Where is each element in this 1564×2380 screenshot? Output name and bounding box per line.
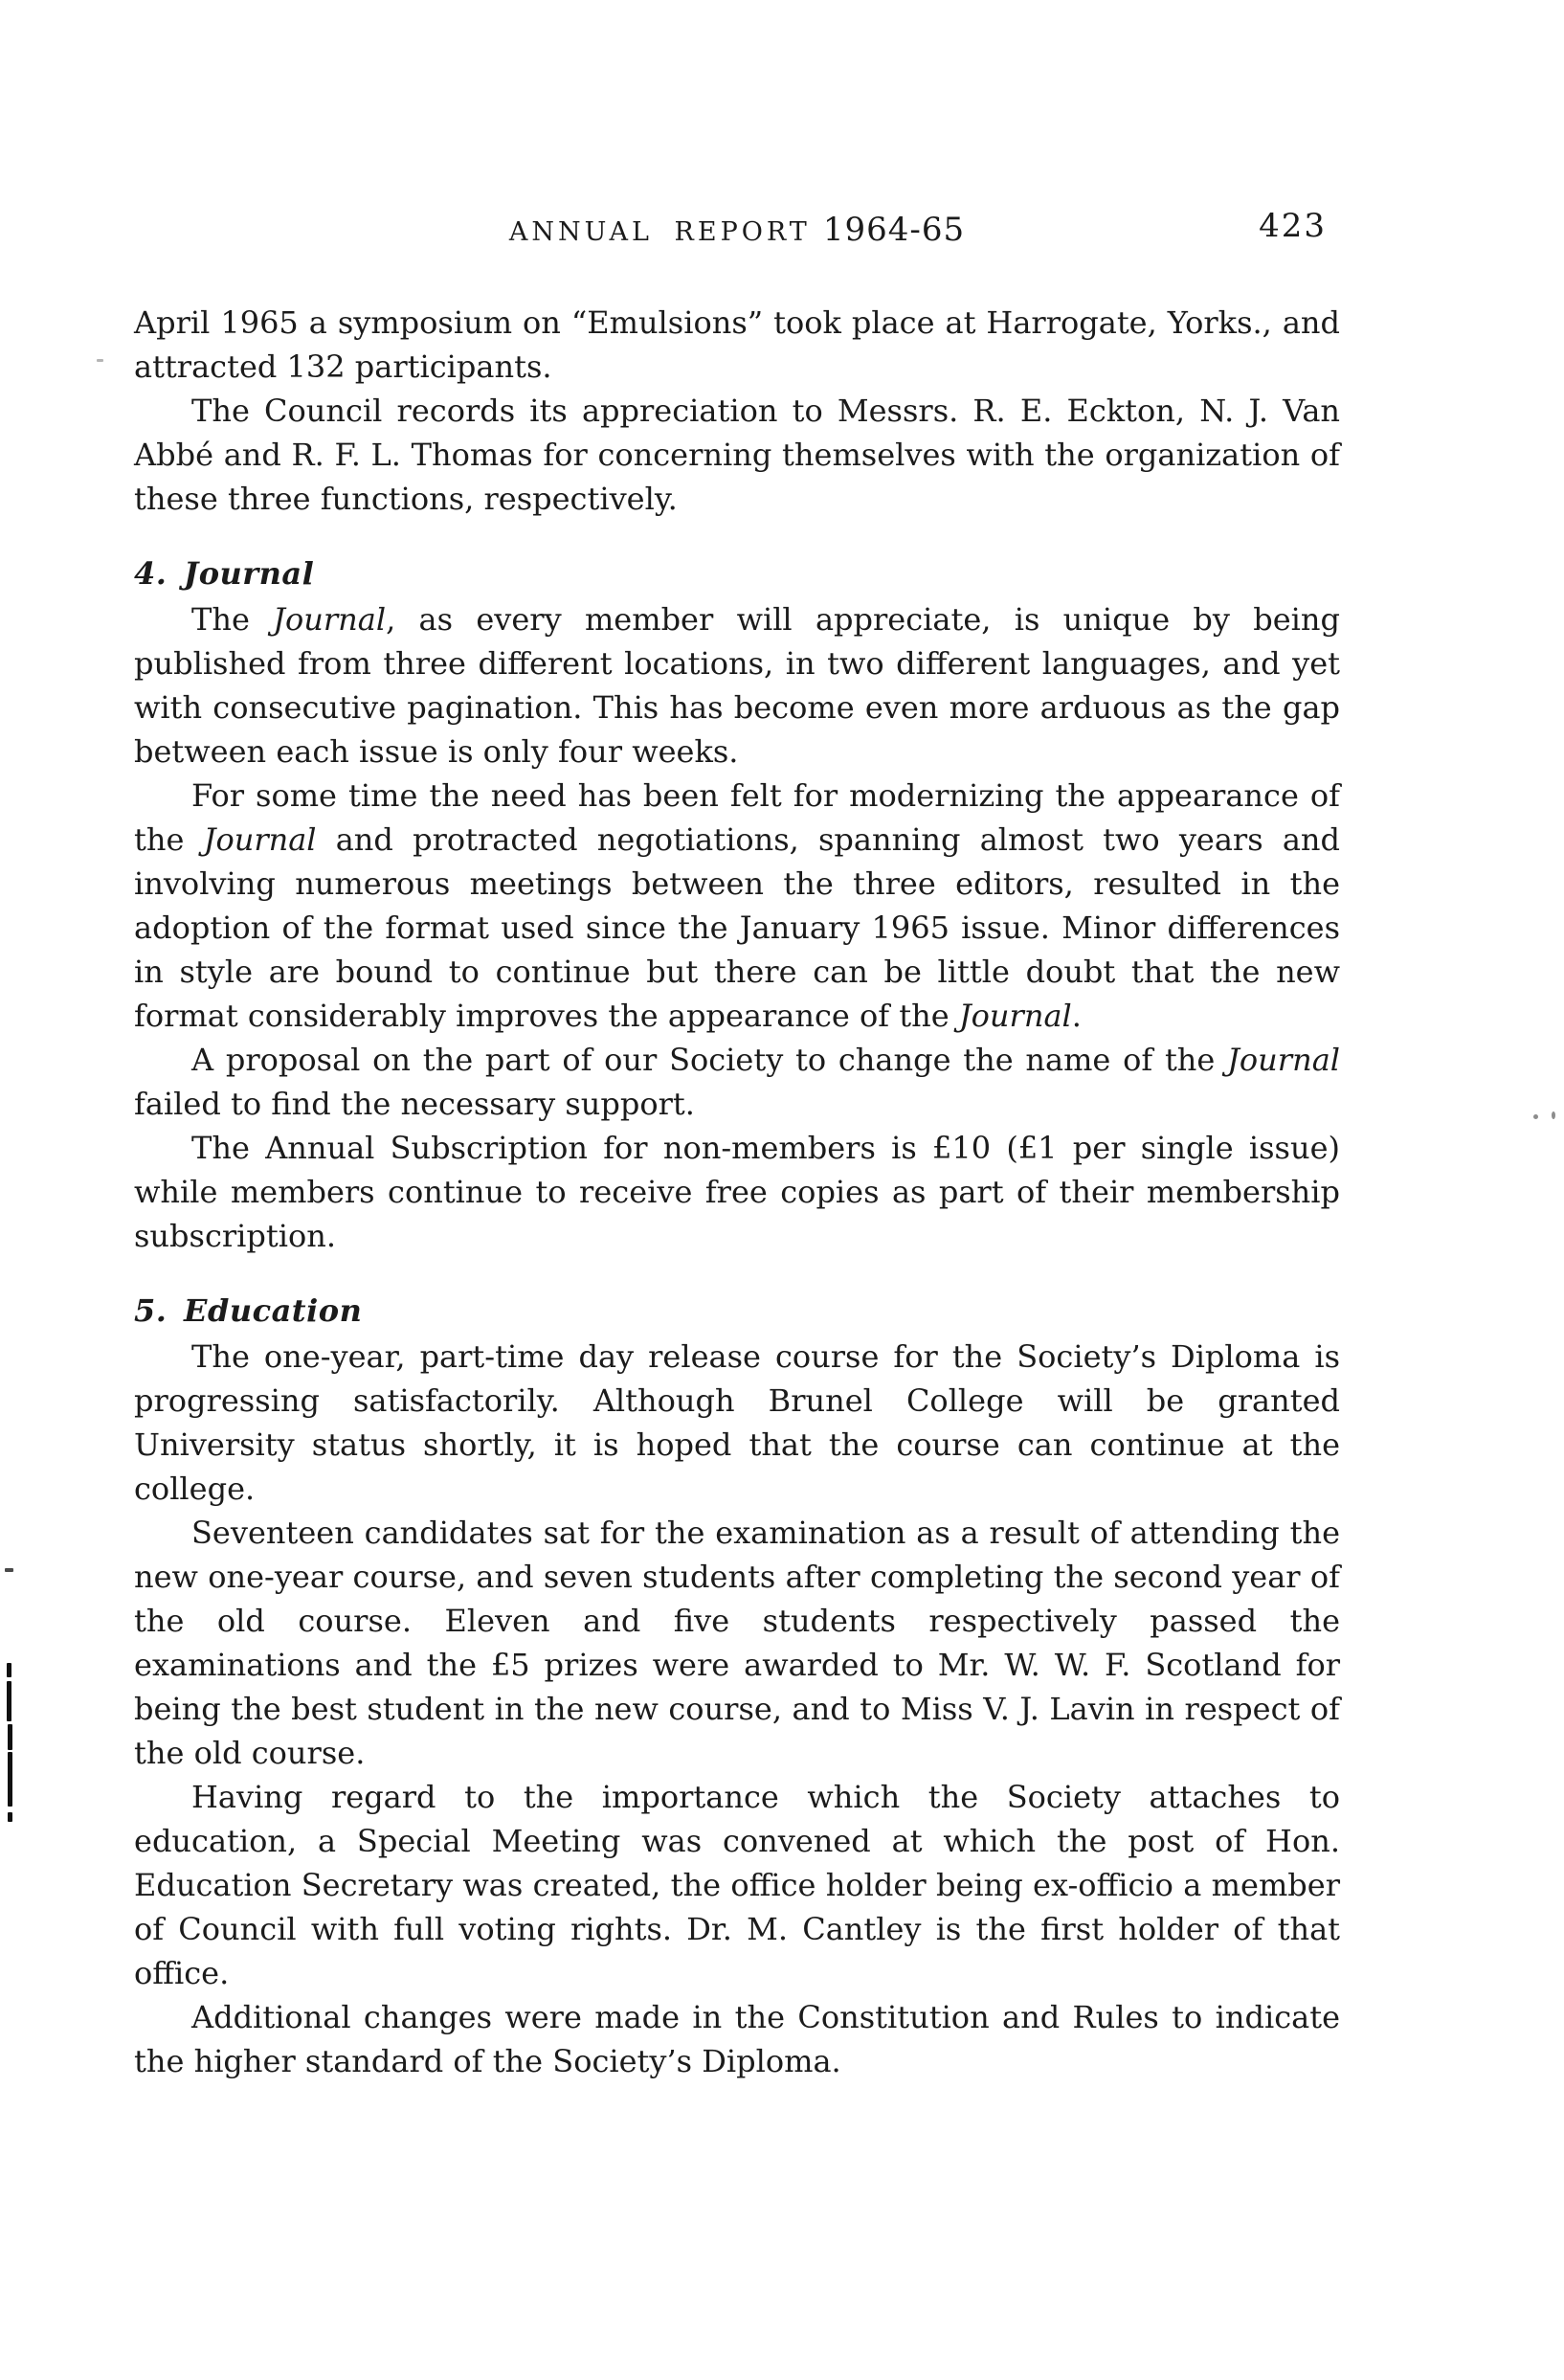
running-title <box>134 211 1340 249</box>
paragraph-text: Having regard to the importance which the Society attaches to education, a Special Meeting was convened at which the post of Hon. Education Secretary was created, the office holder being ex-officio a member of Council with full voting rights. Dr. M. Cantley is the first holder of that office. <box>134 1779 1340 1991</box>
ink-mark <box>8 1812 12 1822</box>
paragraph-subscription <box>134 1126 1340 1258</box>
paragraph-text: The one-year, part-time day release course for the Society’s Diploma is progressing satisfactorily. Although Brunel College will be granted University status shortly, it is hoped that the course can continue at the college. <box>134 1338 1340 1507</box>
paragraph-text: A proposal on the part of our Society to change the name of the <box>191 1042 1228 1078</box>
page-body <box>134 301 1340 2083</box>
ink-mark <box>8 1752 12 1807</box>
paragraph-symposium <box>134 301 1340 389</box>
paragraph-council-appreciation <box>134 389 1340 521</box>
page-header <box>134 207 1340 253</box>
paragraph-text: The Annual Subscription for non-members is £10 (£1 per single issue) while members continue to receive free copies as part of their membership subscription. <box>134 1130 1340 1254</box>
paragraph-diploma-course <box>134 1335 1340 1511</box>
ink-mark <box>7 1681 11 1721</box>
paragraph-journal-name-proposal <box>134 1038 1340 1126</box>
paragraph-journal-format <box>134 774 1340 1038</box>
report-years: 1964-65 <box>822 211 966 249</box>
intro-line-speck <box>97 359 103 362</box>
journal-italic: Journal <box>273 601 387 638</box>
section-heading-journal: 4. Journal <box>134 555 315 592</box>
paragraph-text: . <box>1071 998 1082 1034</box>
paragraph-text: Additional changes were made in the Constitution and Rules to indicate the higher standard of the Society’s Diploma. <box>134 1999 1340 2079</box>
paragraph-text: The Council records its appreciation to Messrs. R. E. Eckton, N. J. Van Abbé and R. F. L. Thomas for concerning themselves with the organization of these three functions, respectively. <box>134 393 1340 517</box>
paragraph-text: failed to find the necessary support. <box>134 1086 695 1122</box>
journal-italic: Journal <box>958 998 1072 1034</box>
paragraph-text: and protracted negotiations, spanning almost two years and involving numerous meetings between the three editors, resulted in the adoption of the format used since the January 1965 issue. Minor differences in style are bound to continue but there can be little doubt that the new format considerably improves the appearance of the <box>134 821 1341 1034</box>
paragraph-constitution-changes <box>134 1995 1340 2083</box>
journal-italic: Journal <box>1227 1042 1340 1078</box>
paragraph-text: Seventeen candidates sat for the examination as a result of attending the new one-year course, and seven students after completing the second year of the old course. Eleven and five students respectively passed the examinations and the £5 prizes were awarded to Mr. W. W. F. Scotland for being the best student in the new course, and to Miss V. J. Lavin in respect of the old course. <box>134 1515 1340 1771</box>
paragraph-text: , as every member will appreciate, is unique by being published from three different locations, in two different languages, and yet with consecutive pagination. This has become even more arduous as the gap between each issue is only four weeks. <box>134 601 1340 770</box>
ink-mark <box>8 1724 12 1750</box>
paragraph-education-secretary <box>134 1775 1340 1995</box>
paragraph-journal-unique <box>134 597 1340 774</box>
section-heading-education: 5. Education <box>134 1292 363 1329</box>
left-margin-dash <box>5 1568 13 1572</box>
margin-dot <box>1552 1111 1555 1119</box>
paragraph-text: The <box>191 601 274 638</box>
page-number: 423 <box>1259 207 1327 245</box>
ink-mark <box>7 1663 11 1677</box>
paragraph-text: April 1965 a symposium on “Emulsions” took place at Harrogate, Yorks., and attracted 132 participants. <box>134 304 1340 385</box>
paragraph-examination-results <box>134 1511 1340 1775</box>
report-title: ANNUAL REPORT <box>508 217 811 247</box>
paragraph-text: For some time the need has been felt for modernizing the appearance of the <box>134 777 1340 858</box>
margin-dot <box>1533 1114 1538 1119</box>
journal-italic: Journal <box>203 821 317 858</box>
